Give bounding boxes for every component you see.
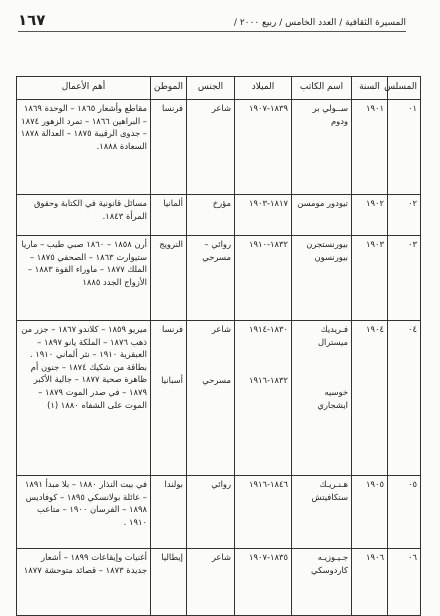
cell-num: ٠٦ [388, 549, 421, 616]
works-secondary: بطاقة من شكيك ١٨٧٤ – جنون أم ظاهرة صحية ١٨٧٧ – جالية الأكبر ١٨٧٩ – في صدر الموت ١٨٧٩ – الموت على الشفاه ١٨٨٠ (١) [30, 361, 147, 410]
cell-works: مسائل قانونية في الكتابة وحقوق المرأة ١٨٤٣. [17, 195, 151, 236]
header-num: المسلس [388, 77, 421, 100]
cell-born: ١٨٤٦-١٩١٦ [235, 476, 292, 549]
table-header-row [17, 77, 421, 100]
cell-num: ٠٢ [388, 195, 421, 236]
cell-author: تيودور مومسن [292, 195, 352, 236]
page-header [18, 9, 406, 32]
cell-country: النرويج [151, 236, 187, 321]
header-year: السنة [352, 77, 388, 100]
cell-genre: روائي – مسرحي [187, 236, 235, 321]
genre-secondary: مسرحي [202, 374, 231, 385]
table-row [17, 236, 421, 321]
cell-genre: مؤرخ [187, 195, 235, 236]
cell-year: ١٩٠٢ [352, 195, 388, 236]
cell-genre: شاعر [187, 100, 235, 195]
nobel-laureates-table [16, 76, 421, 616]
cell-born: ١٨١٧-١٩٠٣ [235, 195, 292, 236]
header-born: الميلاد [235, 77, 292, 100]
cell-works: أرن ١٨٥٨ – ١٨٦٠ صبي طيب – ماريا ستيوارت ١٨٦٣ – الصحفي ١٨٧٥ – الملك ١٨٧٧ – ماوراء القوة ١٨٨٣ – الأزواج الجدد ١٨٨٥ [17, 236, 151, 321]
cell-born: ١٨٣٩-١٩٠٧ [235, 100, 292, 195]
cell-num: ٠٥ [388, 476, 421, 549]
cell-born: ١٨٣٥-١٩٠٧ [235, 549, 292, 616]
author-secondary: خوسيه ايشجاري [317, 387, 348, 410]
cell-year: ١٩٠٤ [352, 321, 388, 476]
cell-author: هـنـريـك سنكافيتش [292, 476, 352, 549]
cell-country: ألمانيا [151, 195, 187, 236]
cell-year: ١٩٠٣ [352, 236, 388, 321]
table-row [17, 195, 421, 236]
cell-country [151, 321, 187, 476]
table-row [17, 476, 421, 549]
header-works: أهم الأعمال [17, 77, 151, 100]
cell-author: جـيـوزيـه كاردوسكي [292, 549, 352, 616]
cell-born: ١٨٣٢-١٩١٠ [235, 236, 292, 321]
header-genre: الجنس [187, 77, 235, 100]
cell-country: فرنسا [151, 100, 187, 195]
born-primary: ١٨٣٠-١٩١٤ [248, 324, 288, 334]
cell-country: بولندا [151, 476, 187, 549]
cell-works: أغنيات وإيقاعات ١٨٩٩ – أشعار جديدة ١٨٧٣ – قصائد متوحشة ١٨٧٧ [17, 549, 151, 616]
table-row [17, 321, 421, 476]
cell-author: بيورنستجرن بيورنسون [292, 236, 352, 321]
cell-genre: روائي [187, 476, 235, 549]
cell-works: مقاطع وأشعار ١٨٦٥ – الوحدة ١٨٦٩ – البراهين ١٨٦٦ – تمرد الزهور ١٨٧٤ – جدوى الرقيبة ١٨٧٥ – العدالة ١٨٧٨ السعادة ١٨٨٨. [17, 100, 151, 195]
cell-country: إيطاليا [151, 549, 187, 616]
cell-num: ٠٤ [388, 321, 421, 476]
header-country: الموطن [151, 77, 187, 100]
country-primary: فرنسا [162, 324, 183, 334]
genre-primary: شاعر [211, 324, 231, 334]
cell-year: ١٩٠٥ [352, 476, 388, 549]
cell-works: في بيت النذار ١٨٨٠ – بلا مبدأ ١٨٩١ – عائلة بولانسكي ١٨٩٥ – كوفاديس ١٨٩٨ – الفرسان ١٩٠٠ – متاعب ١٩١٠ . [17, 476, 151, 549]
cell-born [235, 321, 292, 476]
cell-author [292, 321, 352, 476]
table-row [17, 100, 421, 195]
cell-works [17, 321, 151, 476]
cell-year: ١٩٠١ [352, 100, 388, 195]
page-number: ١٦٧ [18, 11, 46, 29]
country-secondary: أسبانيا [161, 374, 183, 385]
table-row [17, 549, 421, 616]
cell-num: ٠١ [388, 100, 421, 195]
running-head: المسيرة الثقافية / العدد الخامس / ربيع ٢٠٠٠ / [233, 18, 406, 28]
born-secondary: ١٨٣٢-١٩١٦ [248, 374, 288, 385]
cell-year: ١٩٠٦ [352, 549, 388, 616]
cell-num: ٠٣ [388, 236, 421, 321]
cell-genre: شاعر [187, 549, 235, 616]
header-author: اسم الكاتب [292, 77, 352, 100]
cell-author: ســولي بر ودوم [292, 100, 352, 195]
cell-genre [187, 321, 235, 476]
works-primary: ميريو ١٨٥٩ – كلاندو ١٨٦٧ – جزر من ذهب ١٨٧٦ – الملكة يانو ١٨٩٧ – العبقرية ١٩١٠ – نثر ألماني ١٩١٠ . [21, 324, 147, 360]
author-primary: فـريديك ميسترال [317, 324, 348, 347]
